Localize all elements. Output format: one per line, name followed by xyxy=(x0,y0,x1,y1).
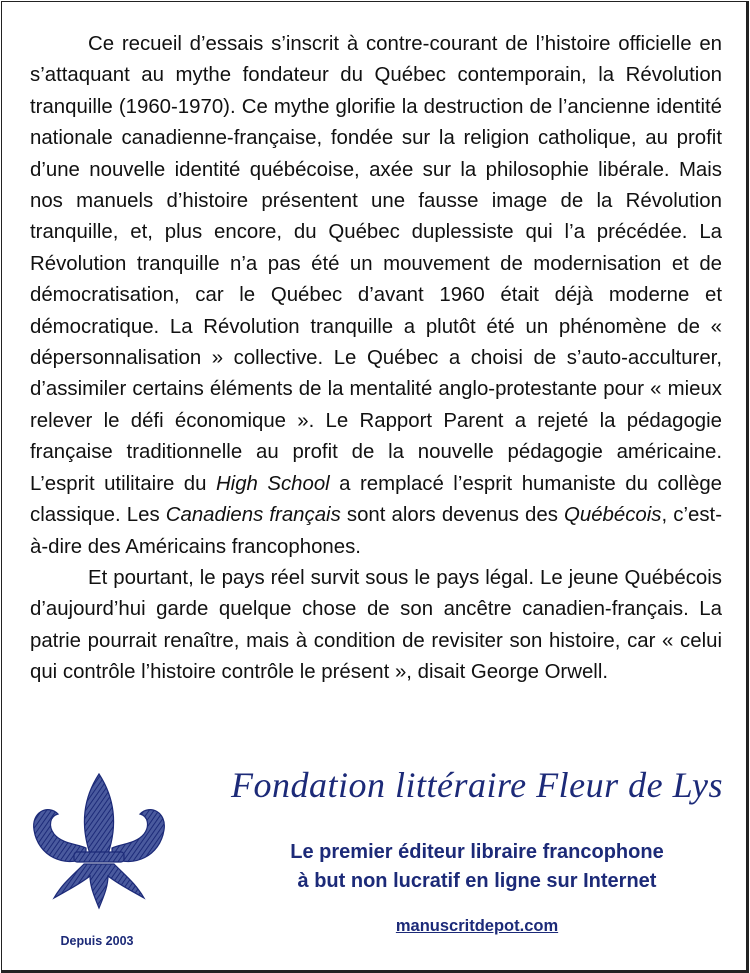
website-link[interactable]: manuscritdepot.com xyxy=(395,917,559,935)
description-text xyxy=(30,29,722,689)
italic-quebecois: Québécois xyxy=(564,504,662,527)
tagline-line-2: à but non lucratif en ligne sur Internet xyxy=(297,870,657,892)
paragraph-2: Et pourtant, le pays réel survit sous le pays légal. Le jeune Québécois d’aujourd’hui garde quelque chose de son ancêtre canadien-français. La patrie pourrait renaître, mais à condition de revisiter son histoire, car « celui qui contrôle l’histoire contrôle le présent », disait George Orwell. xyxy=(30,566,722,684)
fleur-de-lys-icon xyxy=(24,772,174,912)
publisher-name: Fondation littéraire Fleur de Lys xyxy=(230,765,724,805)
paragraph-1: Ce recueil d’essais s’inscrit à contre-courant de l’histoire officielle en s’attaquant au mythe fondateur du Québec contemporain, la Révolution tranquille (1960-1970). Ce mythe glorifie la destruction de l’ancienne identité nationale canadienne-française, fondée sur la religion catholique, au profit d’une nouvelle identité québécoise, axée sur la philosophie libérale. Mais nos manuels d’histoire présentent une fausse image de la Révolution tranquille, et, plus encore, du Québec duplessiste qui l’a précédée. La Révolution tranquille n’a pas été un mouvement de modernisation et de démocratisation, car le Québec d’avant 1960 était déjà moderne et démocratique. La Révolution tranquille a plutôt été un phénomène de « dépersonnalisation » collective. Le Québec a choisi de s’auto-acculturer, d’assimiler certains éléments de la mentalité anglo-protestante pour « mieux relever le défi économique ». Le Rapport Parent a rejeté la pédagogie française traditionnelle au profit de la nouvelle pédagogie américaine. L’esprit utilitaire du High School a remplacé l’esprit humaniste du collège classique. Les Canadiens français sont alors devenus des Québécois, c’est-à-dire des Américains francophones. xyxy=(30,33,722,558)
tagline-line-1: Le premier éditeur libraire francophone xyxy=(290,841,664,863)
cover-panel xyxy=(1,1,749,973)
publisher-tagline xyxy=(217,838,737,896)
italic-canadiens-francais: Canadiens français xyxy=(165,504,341,527)
italic-high-school: High School xyxy=(215,472,330,495)
since-label: Depuis 2003 xyxy=(60,934,134,948)
